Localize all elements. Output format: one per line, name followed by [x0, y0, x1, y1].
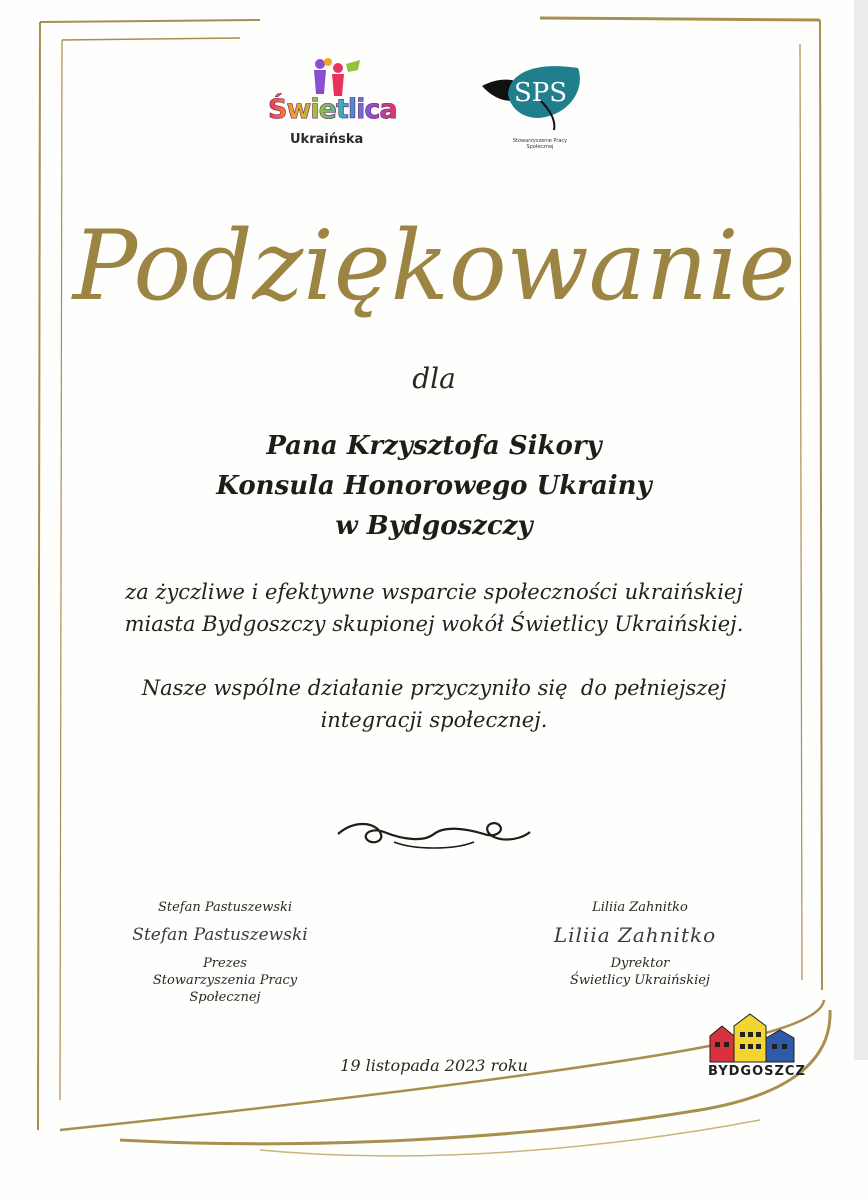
signatory-role: Prezes — [203, 956, 247, 971]
for-word: dla — [412, 362, 456, 395]
swietlica-subtitle: Ukraińska — [290, 132, 364, 147]
body-line: miasta Bydgoszczy skupionej wokół Świetlicy Ukraińskiej. — [124, 612, 744, 636]
body-line: Nasze wspólne działanie przyczyniło się do pełniejszej — [141, 676, 727, 700]
sps-logo — [480, 60, 590, 160]
handwritten-signature: Stefan Pastuszewski — [132, 925, 308, 945]
signatory-role: Świetlicy Ukraińskiej — [570, 973, 710, 988]
swietlica-logo — [262, 58, 400, 154]
recipient-line: w Bydgoszczy — [335, 511, 533, 541]
certificate-title: Podziękowanie — [72, 210, 796, 322]
recipient-line: Pana Krzysztofa Sikory — [266, 431, 602, 461]
issue-date: 19 listopada 2023 roku — [340, 1056, 528, 1075]
sps-wordmark: SPS — [514, 78, 568, 108]
signatory-name: Stefan Pastuszewski — [157, 900, 293, 915]
signatory-role: Stowarzyszenia Pracy — [152, 973, 298, 988]
swietlica-wordmark: Świetlica — [268, 94, 397, 125]
handwritten-signature: Liliia Zahnitko — [553, 923, 717, 947]
signatory-role: Społecznej — [189, 990, 261, 1005]
body-line: za życzliwe i efektywne wsparcie społeczności ukraińskiej — [125, 580, 743, 604]
city-houses-icon — [704, 1012, 816, 1066]
signatory-left — [130, 900, 320, 1006]
signatory-right — [545, 900, 735, 989]
body-paragraph-1 — [0, 576, 868, 640]
body-line: integracji społecznej. — [320, 708, 548, 732]
signatory-name: Liliia Zahnitko — [592, 900, 688, 915]
bydgoszcz-logo — [704, 1012, 816, 1084]
recipient-line: Konsula Honorowego Ukrainy — [216, 471, 652, 501]
bydgoszcz-wordmark: BYDGOSZCZ — [708, 1064, 806, 1079]
sps-tagline: Stowarzyszenie Pracy Społecznej — [512, 138, 568, 150]
signatory-role: Dyrektor — [610, 956, 670, 971]
ornament-flourish-icon — [334, 812, 534, 856]
recipient-block — [0, 426, 868, 546]
body-paragraph-2 — [0, 672, 868, 736]
children-figures-icon — [302, 58, 372, 98]
